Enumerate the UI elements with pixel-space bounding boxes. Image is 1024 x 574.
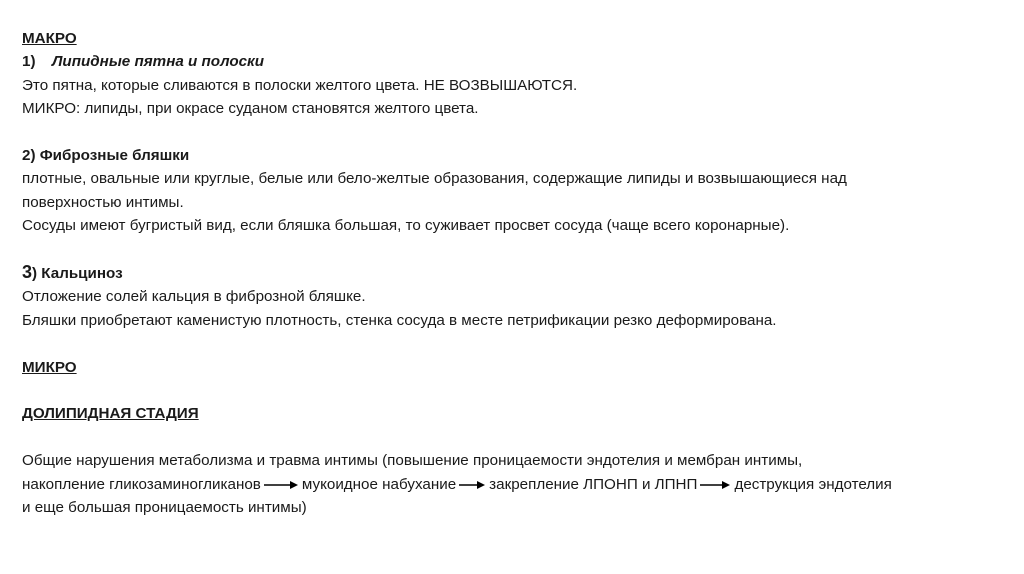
step-lipoprotein-fixation: закрепление ЛПОНП и ЛПНП: [489, 475, 698, 493]
arrow-right-icon: [700, 480, 730, 490]
section-1-line-2: МИКРО: липиды, при окрасе суданом становятся желтого цвета.: [22, 100, 479, 118]
slide-content: [22, 27, 1012, 519]
section-1-line-1: Это пятна, которые сливаются в полоски желтого цвета. НЕ ВОЗВЫШАЮТСЯ.: [22, 76, 578, 94]
section-3-line-1: Отложение солей кальция в фиброзной бляшке.: [22, 288, 366, 306]
section-1-number: 1): [22, 53, 36, 71]
section-2-line-1: плотные, овальные или круглые, белые или бело-желтые образования, содержащие липиды и возвышающиеся над: [22, 170, 847, 188]
section-3-title-text: ) Кальциноз: [32, 265, 123, 283]
micro-line-1: Общие нарушения метаболизма и травма интимы (повышение проницаемости эндотелия и мембран интимы,: [22, 452, 803, 470]
section-3-title: [22, 261, 1012, 285]
section-3-line-2: Бляшки приобретают каменистую плотность, стенка сосуда в месте петрификации резко деформирована.: [22, 311, 777, 329]
micro-line-3: и еще большая проницаемость интимы): [22, 499, 307, 517]
prelipid-stage-heading: ДОЛИПИДНАЯ СТАДИЯ: [22, 405, 199, 423]
section-1-title: [22, 50, 1012, 73]
spacer: [22, 332, 1012, 355]
macro-heading: МАКРО: [22, 30, 77, 47]
arrow-right-icon: [264, 480, 298, 490]
section-2-line-2: поверхностью интимы.: [22, 193, 184, 211]
micro-heading: МИКРО: [22, 358, 77, 376]
section-3-number: 3: [22, 262, 33, 283]
spacer: [22, 379, 1012, 402]
spacer: [22, 121, 1012, 144]
section-2-title: 2) Фиброзные бляшки: [22, 147, 190, 165]
arrow-right-icon: [459, 480, 485, 490]
step-endothelium-destruction: деструкция эндотелия: [734, 475, 892, 493]
section-1-title-text: Липидные пятна и полоски: [52, 53, 265, 71]
micro-line-2: [22, 473, 1012, 496]
step-gag-accumulation: накопление гликозаминогликанов: [22, 475, 261, 493]
spacer: [22, 426, 1012, 449]
section-2-line-3: Сосуды имеют бугристый вид, если бляшка большая, то суживает просвет сосуда (чаще всего коронарные).: [22, 217, 790, 235]
spacer: [22, 238, 1012, 261]
step-mucoid-swelling: мукоидное набухание: [301, 475, 457, 493]
